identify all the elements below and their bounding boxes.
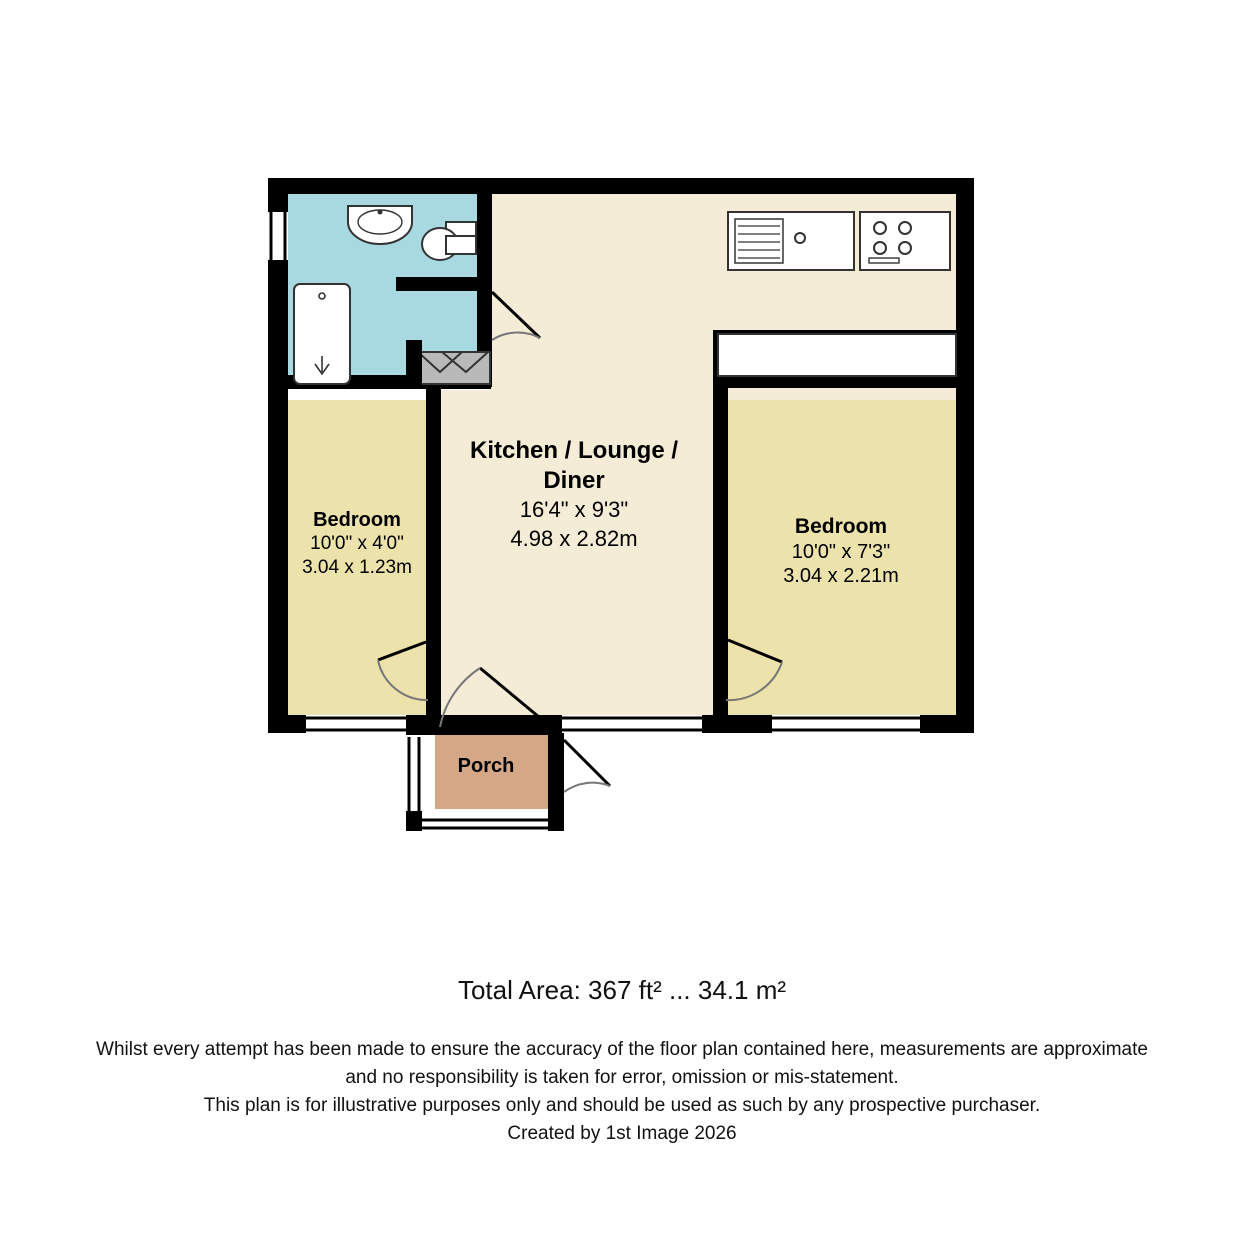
kitchen-hob-icon [860,212,950,270]
room-dim-kitchen-imperial: 16'4" x 9'3" [519,497,629,522]
room-title-bedroom-left: Bedroom [313,509,401,531]
bathroom-basin-icon [348,206,412,244]
room-dim-bedroom-right-metric: 3.04 x 2.21m [783,565,899,587]
bathroom-bath-icon [294,284,350,384]
disclaimer-line-1: Whilst every attempt has been made to ensure the accuracy of the floor plan contained here, measurements are approximate [96,1039,1148,1060]
room-title-bedroom-right: Bedroom [794,515,888,538]
total-area-text: Total Area: 367 ft² ... 34.1 m² [457,975,787,1005]
room-title-kitchen-line2: Diner [543,467,605,494]
room-bedroom-left [288,400,436,715]
kitchen-sink-icon [728,212,854,270]
room-bedroom-right [728,400,960,717]
floor-plan-footer [0,975,1244,1148]
room-title-porch: Porch [457,755,515,777]
room-porch [435,727,555,809]
credit-line: Created by 1st Image 2026 [507,1122,737,1144]
kitchen-worktop [718,334,956,376]
room-title-kitchen-line1: Kitchen / Lounge / [470,437,678,464]
room-dim-kitchen-metric: 4.98 x 2.82m [510,525,638,551]
room-dim-bedroom-right-imperial: 10'0" x 7'3" [791,540,891,563]
room-dim-bedroom-left-imperial: 10'0" x 4'0" [310,533,404,555]
room-dim-bedroom-left-metric: 3.04 x 1.23m [302,556,412,578]
disclaimer-line-3: This plan is for illustrative purposes only and should be used as such by any prospective purchaser. [203,1094,1041,1116]
disclaimer-line-2: and no responsibility is taken for error, omission or mis-statement. [345,1066,899,1088]
